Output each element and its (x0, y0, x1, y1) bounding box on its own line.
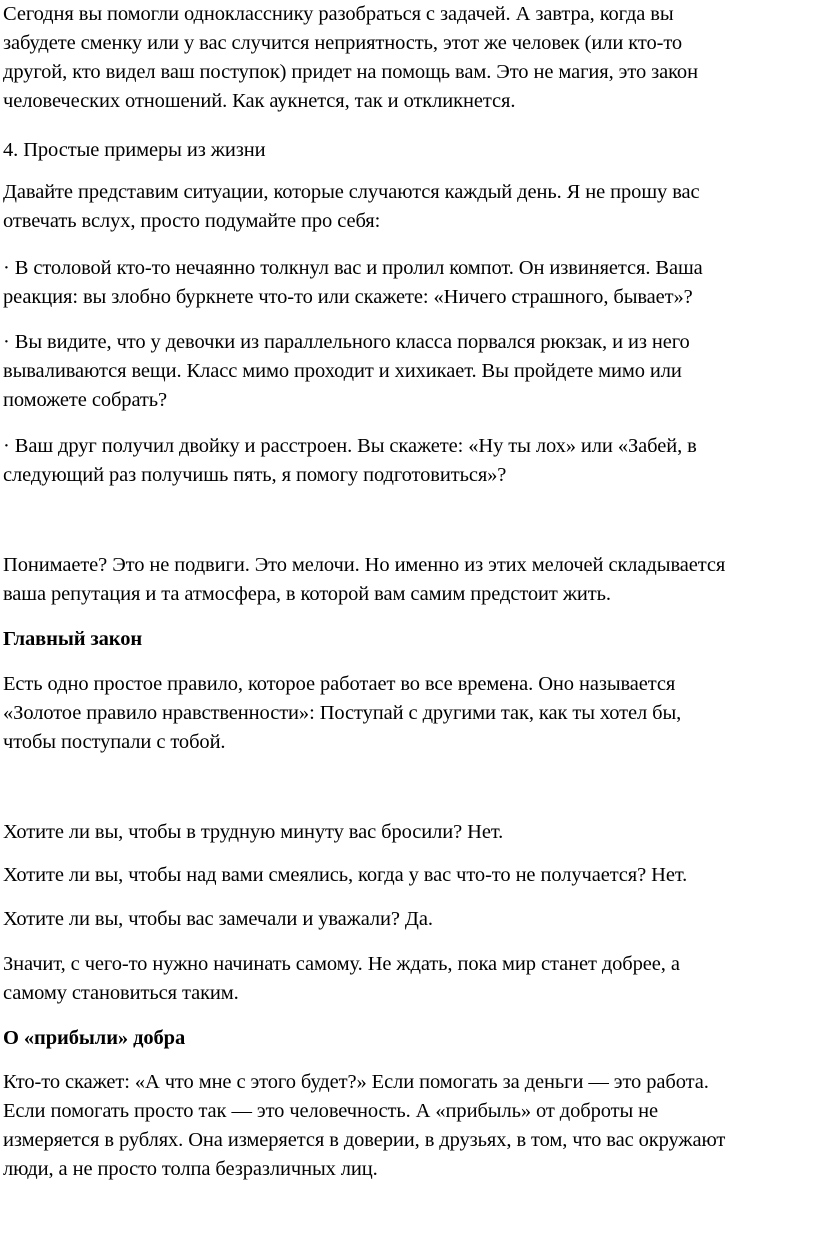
text-line: «Золотое правило нравственности»: Поступай с другими так, как ты хотел бы, (3, 702, 682, 724)
text-line: Давайте представим ситуации, которые случаются каждый день. Я не прошу вас (3, 181, 700, 203)
text-line: · Вы видите, что у девочки из параллельного класса порвался рюкзак, и из него (3, 331, 690, 353)
text-line: ваша репутация и та атмосфера, в которой вам самим предстоит жить. (3, 583, 611, 605)
text-line: О «прибыли» добра (3, 1027, 186, 1049)
text-line: Значит, с чего-то нужно начинать самому. Не ждать, пока мир станет добрее, а (3, 953, 680, 975)
text-line: · В столовой кто-то нечаянно толкнул вас и пролил компот. Он извиняется. Ваша (3, 257, 703, 279)
text-line: Сегодня вы помогли однокласснику разобраться с задачей. А завтра, когда вы (3, 3, 674, 25)
text-line: Если помогать просто так — это человечность. А «прибыль» от доброты не (3, 1100, 659, 1122)
text-line: поможете собрать? (3, 389, 168, 411)
text-line: · Ваш друг получил двойку и расстроен. Вы скажете: «Ну ты лох» или «Забей, в (3, 435, 697, 457)
heading-main-law (3, 625, 815, 654)
bullet-item-backpack (3, 328, 815, 415)
text-line: другой, кто видел ваш поступок) придет на помощь вам. Это не магия, это закон (3, 61, 698, 83)
text-line: Хотите ли вы, чтобы над вами смеялись, когда у вас что-то не получается? Нет. (3, 864, 688, 886)
text-line: отвечать вслух, просто подумайте про себя: (3, 210, 381, 232)
text-line: вываливаются вещи. Класс мимо проходит и хихикает. Вы пройдете мимо или (3, 360, 682, 382)
paragraph-intro (3, 0, 815, 116)
text-line: 4. Простые примеры из жизни (3, 139, 266, 161)
text-line: измеряется в рублях. Она измеряется в доверии, в друзьях, в том, что вас окружают (3, 1129, 726, 1151)
question-respected (3, 905, 815, 934)
text-line: самому становиться таким. (3, 982, 239, 1004)
paragraph-reputation (3, 551, 815, 609)
text-line: Главный закон (3, 628, 143, 650)
text-line: люди, а не просто толпа безразличных лиц. (3, 1158, 378, 1180)
text-line: Хотите ли вы, чтобы в трудную минуту вас бросили? Нет. (3, 821, 504, 843)
text-line: Понимаете? Это не подвиги. Это мелочи. Но именно из этих мелочей складывается (3, 554, 726, 576)
bullet-item-canteen (3, 254, 815, 312)
question-laughed-at (3, 861, 815, 890)
text-line: Есть одно простое правило, которое работает во все времена. Оно называется (3, 673, 676, 695)
section-title-examples (3, 136, 815, 165)
text-line: следующий раз получишь пять, я помогу подготовиться»? (3, 464, 507, 486)
paragraph-profit (3, 1068, 815, 1184)
paragraph-start-yourself (3, 950, 815, 1008)
text-line: реакция: вы злобно буркнете что-то или скажете: «Ничего страшного, бывает»? (3, 286, 693, 308)
text-line: Хотите ли вы, чтобы вас замечали и уважали? Да. (3, 908, 433, 930)
paragraph-golden-rule (3, 670, 815, 757)
text-line: забудете сменку или у вас случится неприятность, этот же человек (или кто-то (3, 32, 683, 54)
text-line: чтобы поступали с тобой. (3, 731, 226, 753)
bullet-item-friend (3, 432, 815, 490)
paragraph-situations (3, 178, 815, 236)
text-line: Кто-то скажет: «А что мне с этого будет?» Если помогать за деньги — это работа. (3, 1071, 709, 1093)
question-abandoned (3, 818, 815, 847)
text-line: человеческих отношений. Как аукнется, так и откликнется. (3, 90, 516, 112)
heading-profit-of-kindness (3, 1024, 815, 1053)
